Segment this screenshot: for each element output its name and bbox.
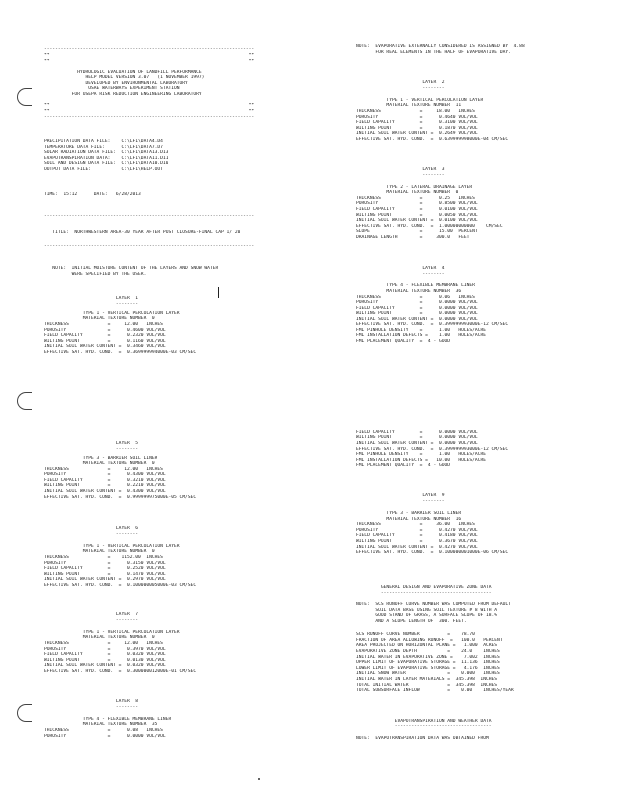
report-line: HELP MODEL VERSION 3.07 (1 NOVEMBER 1997)	[44, 75, 205, 80]
report-line: TYPE 3 - BARRIER SOIL LINER	[44, 456, 158, 461]
report-line: POROSITY = 0.3970 VOL/VOL	[44, 647, 166, 652]
report-line: SCS RUNOFF CURVE NUMBER = 78.70	[356, 632, 475, 637]
report-line: EFFECTIVE SAT. HYD. COND. = 0.100000005000E-03 CM/SEC	[44, 583, 197, 588]
report-line: NOTE: EVAPOTRANSPIRATION DATA WAS OBTAINED FROM	[356, 736, 489, 741]
report-line: LAYER 3	[356, 167, 445, 172]
report-line: EVAPOTRANSPIRATION DATA: C:\LF1\DATA11.D11	[44, 156, 169, 161]
report-line: TEMPERATURE DATA FILE: C:\LF1\DATA7.D7	[44, 145, 163, 150]
report-line: MATERIAL TEXTURE NUMBER 35	[44, 722, 158, 727]
report-line: WILTING POINT = 0.2210 VOL/VOL	[44, 483, 166, 488]
binder-hole-middle	[17, 392, 32, 410]
report-line: LAYER 7	[44, 612, 139, 617]
report-line: TIME: 15:12 DATE: 6/28/2013	[44, 192, 141, 197]
report-line: AREA PROJECTED ON HORIZONTAL PLANE = 1.000 ACRES	[356, 643, 498, 648]
report-line: FIELD CAPACITY = 0.3100 VOL/VOL	[356, 120, 478, 125]
report-line: THICKNESS = 0.25 INCHES	[356, 196, 475, 201]
report-line: POROSITY = 0.0000 VOL/VOL	[44, 734, 166, 739]
report-line: NOTE: EVAPORATIVE EXTERNALLY CONSIDERED IS ASSIGNED BY 4.88	[356, 44, 525, 49]
report-line: WILTING POINT = 0.1160 VOL/VOL	[44, 339, 166, 344]
report-line: WILTING POINT = 0.0130 VOL/VOL	[44, 658, 166, 663]
report-line: INITIAL WATER IN EVAPORATIVE ZONE = 7.002 INCHES	[356, 655, 500, 660]
report-line: ----------------------------------------	[356, 591, 492, 596]
report-line: THICKNESS = 12.00 INCHES	[44, 322, 163, 327]
report-line: ----------------------------------------------------------------------------	[44, 47, 255, 52]
report-line: --------	[44, 618, 139, 623]
report-line: TOTAL INITIAL WATER = 345.398 INCHES	[356, 683, 498, 688]
report-line: EVAPOTRANSPIRATION AND WEATHER DATA	[356, 719, 492, 724]
report-line: WILTING POINT = 0.3670 VOL/VOL	[356, 539, 478, 544]
report-line: ** **	[44, 59, 255, 64]
report-line: TITLE: NORTHWESTERN AREA-30 YEAR AFTER POST CLOSURE-FINAL CAP 1/ 20	[44, 230, 241, 235]
report-line: UPPER LIMIT OF EVAPORATIVE STORAGE = 11.136 INCHES	[356, 660, 500, 665]
report-line: ** **	[44, 53, 255, 58]
report-line: POROSITY = 0.4270 VOL/VOL	[356, 528, 478, 533]
report-line: INITIAL SOIL WATER CONTENT = 0.2970 VOL/VOL	[44, 577, 166, 582]
report-line: TYPE 1 - VERTICAL PERCOLATION LAYER	[44, 311, 180, 316]
report-line: SOIL DATA BASE USING SOIL TEXTURE # 8 WITH A	[356, 608, 498, 613]
report-line: EFFECTIVE SAT. HYD. COND. = 1.00000000000 CM/SEC	[356, 224, 503, 229]
report-line: POROSITY = 0.4640 VOL/VOL	[356, 115, 478, 120]
report-line: FIELD CAPACITY = 0.2520 VOL/VOL	[44, 566, 166, 571]
scan-speck	[258, 778, 260, 780]
report-line: PRECIPITATION DATA FILE: C:\LF1\DATA4.D4	[44, 139, 163, 144]
report-line: TYPE 1 - VERTICAL PERCOLATION LAYER	[44, 544, 180, 549]
report-line: --------	[44, 705, 139, 710]
report-line: THICKNESS = 0.06 INCHES	[356, 295, 475, 300]
report-line: SOIL AND DESIGN DATA FILE: C:\LF1\DATA10.D10	[44, 161, 169, 166]
report-line: INITIAL SOIL WATER CONTENT = 0.4270 VOL/VOL	[356, 545, 478, 550]
report-line: FOR USEPA RISK REDUCTION ENGINEERING LABORATORY	[44, 92, 202, 97]
report-line: SOLAR RADIATION DATA FILE: C:\LF1\DATA13.D13	[44, 150, 169, 155]
report-line: LAYER 5	[44, 441, 139, 446]
report-line: FML PLACEMENT QUALITY = 4 - GOOD	[356, 463, 451, 468]
report-line: POROSITY = 0.3150 VOL/VOL	[44, 561, 166, 566]
report-line: OUTPUT DATA FILE: C:\LF1\HELP.OUT	[44, 167, 163, 172]
report-line: THICKNESS = 36.00 INCHES	[356, 522, 475, 527]
report-line: MATERIAL TEXTURE NUMBER 36	[356, 289, 462, 294]
report-line: TYPE 1 - VERTICAL PERCOLATION LAYER	[356, 98, 484, 103]
report-line: EFFECTIVE SAT. HYD. COND. = 0.369999994000E-03 CM/SEC	[44, 350, 197, 355]
report-line: EFFECTIVE SAT. HYD. COND. = 0.999999975000E-05 CM/SEC	[44, 495, 197, 500]
report-line: WERE SPECIFIED BY THE USER.	[44, 272, 147, 277]
report-line: POROSITY = 0.0000 VOL/VOL	[356, 300, 478, 305]
report-line: SLOPE = 15.00 PERCENT	[356, 229, 478, 234]
report-line: --------	[356, 173, 445, 178]
report-line: EFFECTIVE SAT. HYD. COND. = 0.639999998000E-04 CM/SEC	[356, 137, 509, 142]
report-line: ** **	[44, 103, 255, 108]
report-line: --------	[44, 302, 139, 307]
report-line: FIELD CAPACITY = 0.2320 VOL/VOL	[44, 333, 166, 338]
report-line: DEVELOPED BY ENVIRONMENTAL LABORATORY	[44, 81, 188, 86]
report-line: ----------------------------------------------------------------------------	[44, 115, 255, 120]
report-line: FIELD CAPACITY = 0.0100 VOL/VOL	[356, 207, 478, 212]
report-line: GENERAL DESIGN AND EVAPORATIVE ZONE DATA	[356, 585, 492, 590]
report-line: INITIAL SOIL WATER CONTENT = 0.2649 VOL/VOL	[356, 131, 478, 136]
report-line: FIELD CAPACITY = 0.0320 VOL/VOL	[44, 652, 166, 657]
report-line: FML PLACEMENT QUALITY = 4 - GOOD	[356, 339, 451, 344]
report-line: MATERIAL TEXTURE NUMBER 0	[44, 549, 155, 554]
report-line: LAYER 1	[44, 296, 139, 301]
report-line: MATERIAL TEXTURE NUMBER 0	[356, 190, 459, 195]
report-line: POROSITY = 0.8500 VOL/VOL	[356, 201, 478, 206]
report-line: THICKNESS = 12.00 INCHES	[44, 467, 163, 472]
report-line: TYPE 2 - LATERAL DRAINAGE LAYER	[356, 185, 473, 190]
report-line: --------	[356, 86, 445, 91]
report-line: MATERIAL TEXTURE NUMBER 16	[356, 517, 462, 522]
binder-hole-bottom	[17, 704, 32, 722]
report-line: FIELD CAPACITY = 0.4180 VOL/VOL	[356, 533, 478, 538]
report-line: WILTING POINT = 0.0050 VOL/VOL	[356, 213, 478, 218]
cursor-mark	[218, 287, 219, 298]
report-line: -----------------------------------	[356, 724, 492, 729]
report-line: NOTE: INITIAL MOISTURE CONTENT OF THE LAYERS AND SNOW WATER	[44, 266, 219, 271]
report-line: LAYER 2	[356, 80, 445, 85]
report-line: FML PINHOLE DENSITY = 1.00 HOLES/ACRE	[356, 452, 486, 457]
report-line: INITIAL SOIL WATER CONTENT = 0.0320 VOL/VOL	[44, 663, 166, 668]
report-line: USAE WATERWAYS EXPERIMENT STATION	[44, 86, 180, 91]
report-line: INITIAL SOIL WATER CONTENT = 0.0000 VOL/VOL	[356, 441, 478, 446]
report-line: ----------------------------------------------------------------------------	[44, 214, 255, 219]
report-line: --------	[44, 447, 139, 452]
report-line: MATERIAL TEXTURE NUMBER 0	[44, 316, 155, 321]
report-line: EFFECTIVE SAT. HYD. COND. = 0.399999993000E-12 CM/SEC	[356, 447, 509, 452]
report-line: FIELD CAPACITY = 0.3210 VOL/VOL	[44, 478, 166, 483]
report-line: LAYER 9	[356, 493, 445, 498]
report-line: GOOD STAND OF GRASS, A SURFACE SLOPE OF 18.%	[356, 613, 498, 618]
report-line: WILTING POINT = 0.0000 VOL/VOL	[356, 435, 478, 440]
report-line: INITIAL SOIL WATER CONTENT = 0.3460 VOL/VOL	[44, 344, 166, 349]
report-line: ----------------------------------------------------------------------------	[44, 244, 255, 249]
report-line: --------	[356, 499, 445, 504]
report-line: FOR REAL ELEMENTS IN THE HALF OF EVAPORATIVE DAY.	[356, 50, 511, 55]
report-line: LAYER 4	[356, 266, 445, 271]
report-line: TYPE 1 - VERTICAL PERCOLATION LAYER	[44, 630, 180, 635]
report-line: FRACTION OF AREA ALLOWING RUNOFF = 100.0 PERCENT	[356, 638, 503, 643]
report-line: EVAPORATIVE ZONE DEPTH = 24.0 INCHES	[356, 649, 500, 654]
report-line: TYPE 4 - FLEXIBLE MEMBRANE LINER	[44, 717, 172, 722]
report-line: POROSITY = 0.4300 VOL/VOL	[44, 472, 166, 477]
report-line: WILTING POINT = 0.1470 VOL/VOL	[44, 572, 166, 577]
report-line: LOWER LIMIT OF EVAPORATIVE STORAGE = 4.176 INCHES	[356, 666, 500, 671]
report-line: ** **	[44, 109, 255, 114]
report-line: TYPE 3 - BARRIER SOIL LINER	[356, 511, 462, 516]
report-line: THICKNESS = 18.00 INCHES	[356, 109, 475, 114]
report-line: MATERIAL TEXTURE NUMBER 0	[44, 461, 155, 466]
report-line: EFFECTIVE SAT. HYD. COND. = 0.399999993000E-12 CM/SEC	[356, 322, 509, 327]
report-line: HYDROLOGIC EVALUATION OF LANDFILL PERFORMANCE	[44, 70, 202, 75]
binder-hole-top	[17, 88, 32, 106]
report-line: FML INSTALLATION DEFECTS = 1.00 HOLES/ACRE	[356, 333, 486, 338]
report-line: POROSITY = 0.4600 VOL/VOL	[44, 328, 166, 333]
report-line: WILTING POINT = 0.0000 VOL/VOL	[356, 311, 478, 316]
report-line: INITIAL WATER IN LAYER MATERIALS = 345.398 INCHES	[356, 677, 498, 682]
report-line: TYPE 4 - FLEXIBLE MEMBRANE LINER	[356, 283, 475, 288]
report-line: TOTAL SUBSURFACE INFLOW = 0.00 INCHES/YEAR	[356, 688, 514, 693]
report-line: THICKNESS = 0.08 INCHES	[44, 728, 163, 733]
report-line: EFFECTIVE SAT. HYD. COND. = 0.300000012000E-01 CM/SEC	[44, 669, 197, 674]
report-line: FIELD CAPACITY = 0.0000 VOL/VOL	[356, 306, 478, 311]
report-line: INITIAL SOIL WATER CONTENT = 0.0100 VOL/VOL	[356, 218, 478, 223]
report-line: --------	[356, 272, 445, 277]
report-line: INITIAL SOIL WATER CONTENT = 0.4300 VOL/VOL	[44, 489, 166, 494]
report-line: FML PINHOLE DENSITY = 1.00 HOLES/ACRE	[356, 328, 486, 333]
report-line: FIELD CAPACITY = 0.0000 VOL/VOL	[356, 430, 478, 435]
report-line: NOTE: SCS RUNOFF CURVE NUMBER WAS COMPUTED FROM DEFAULT	[356, 602, 511, 607]
report-line: INITIAL SOIL WATER CONTENT = 0.0000 VOL/VOL	[356, 317, 478, 322]
report-line: MATERIAL TEXTURE NUMBER 11	[356, 103, 462, 108]
report-line: --------	[44, 532, 139, 537]
report-line: INITIAL SNOW WATER = 0.000 INCHES	[356, 671, 500, 676]
report-line: THICKNESS = 1152.00 INCHES	[44, 555, 163, 560]
report-line: LAYER 6	[44, 526, 139, 531]
report-line: DRAINAGE LENGTH = 300.0 FEET	[356, 235, 470, 240]
report-line: FML INSTALLATION DEFECTS = 10.00 HOLES/ACRE	[356, 458, 486, 463]
report-line: AND A SLOPE LENGTH OF 300. FEET.	[356, 619, 467, 624]
report-line: EFFECTIVE SAT. HYD. COND. = 0.100000001000E-06 CM/SEC	[356, 550, 509, 555]
report-line: WILTING POINT = 0.1870 VOL/VOL	[356, 126, 478, 131]
report-line: LAYER 8	[44, 699, 139, 704]
report-line: MATERIAL TEXTURE NUMBER 0	[44, 635, 155, 640]
report-line: THICKNESS = 12.00 INCHES	[44, 641, 163, 646]
